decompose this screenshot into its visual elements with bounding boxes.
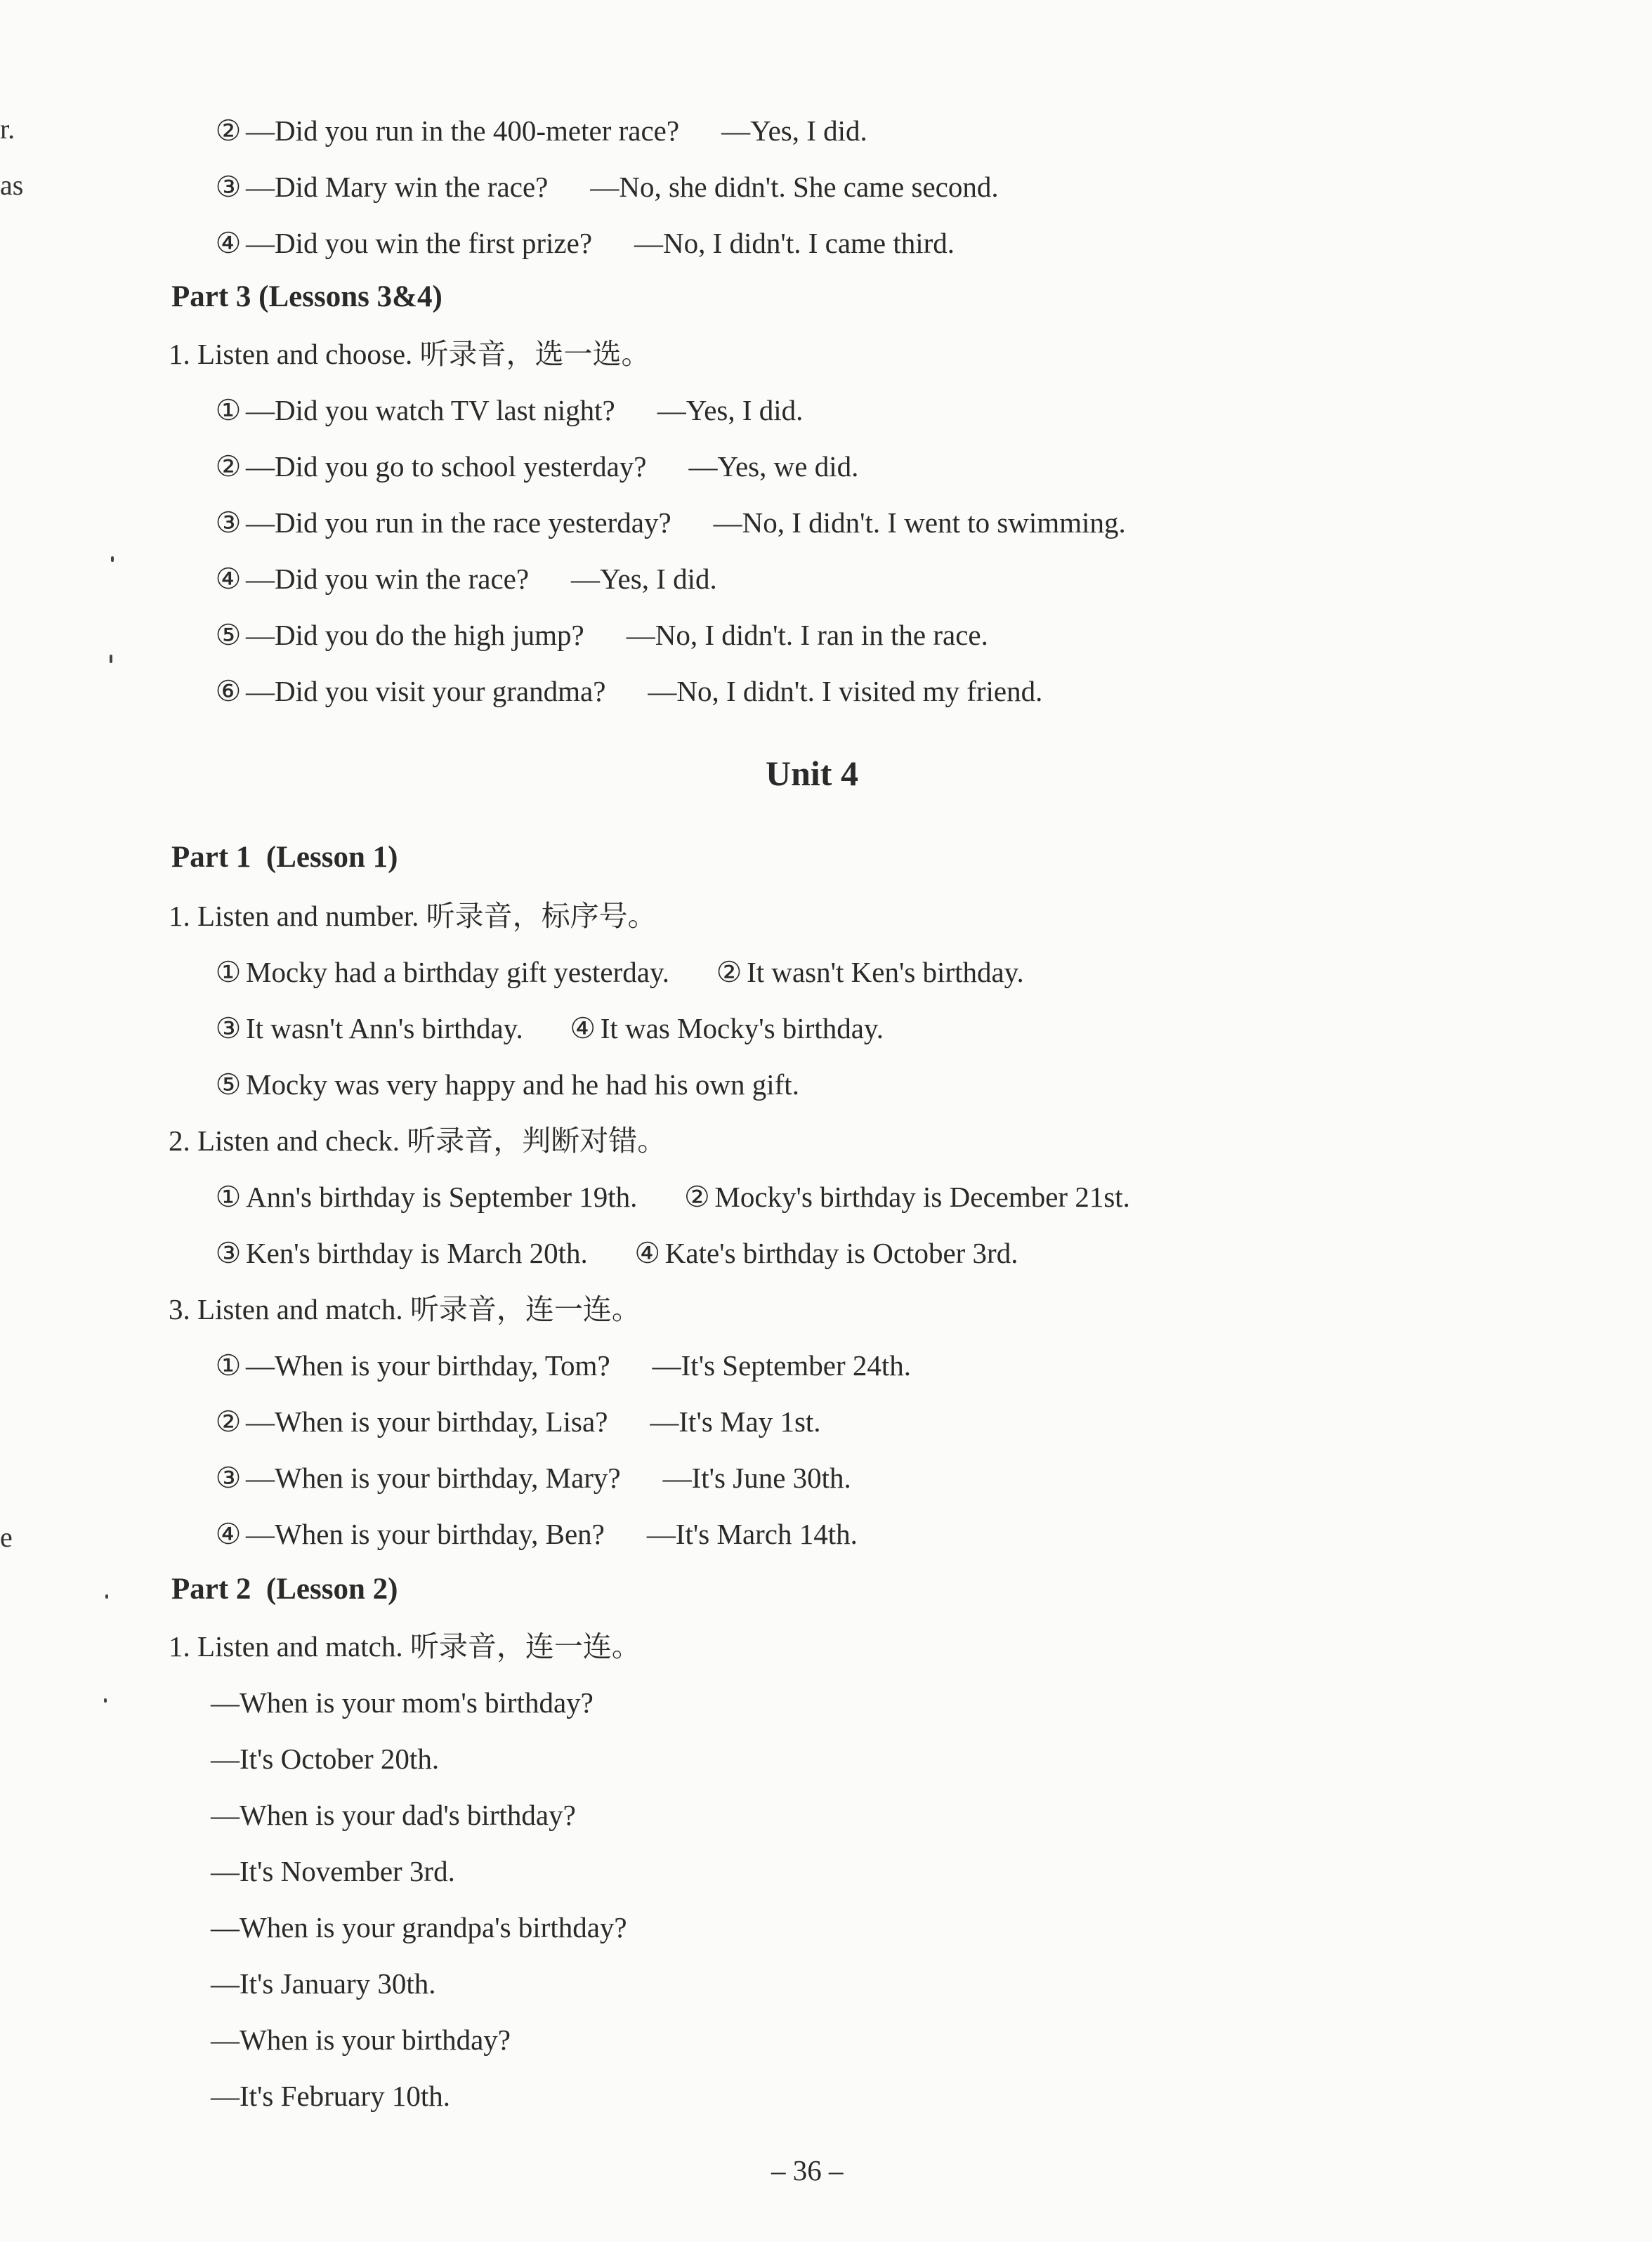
- numbered-sentence-row: ① Ann's birthday is September 19th. ② Mocky's birthday is December 21st.: [215, 1181, 1130, 1213]
- part-heading: Part 3 (Lessons 3&4): [171, 280, 442, 313]
- qa-line: ③ —Did Mary win the race? —No, she didn't. She came second.: [215, 171, 999, 203]
- qa-line: ③ —Did you run in the race yesterday? —No, I didn't. I went to swimming.: [215, 506, 1126, 539]
- qa-line: ⑥ —Did you visit your grandma? —No, I didn't. I visited my friend.: [215, 675, 1043, 707]
- margin-fragment: r.: [0, 113, 15, 145]
- dialogue-line: —When is your dad's birthday?: [211, 1799, 576, 1831]
- qa-line: ③ —When is your birthday, Mary? —It's June 30th.: [215, 1462, 851, 1494]
- qa-line: ④ —When is your birthday, Ben? —It's March 14th.: [215, 1518, 858, 1550]
- exercise-instruction: 1. Listen and choose. 听录音，选一选。: [169, 338, 650, 370]
- speck-mark: [111, 556, 114, 562]
- exercise-instruction: 2. Listen and check. 听录音，判断对错。: [169, 1125, 667, 1157]
- qa-line: ⑤ —Did you do the high jump? —No, I didn't. I ran in the race.: [215, 619, 988, 651]
- qa-line: ② —When is your birthday, Lisa? —It's May 1st.: [215, 1405, 821, 1438]
- speck-mark: [110, 655, 112, 663]
- qa-line: ② —Did you go to school yesterday? —Yes, we did.: [215, 450, 859, 483]
- margin-fragment: e: [0, 1521, 13, 1553]
- dialogue-line: —It's January 30th.: [211, 1967, 436, 2000]
- numbered-sentence-row: ③ Ken's birthday is March 20th. ④ Kate's birthday is October 3rd.: [215, 1237, 1018, 1269]
- margin-fragment: as: [0, 169, 24, 201]
- qa-line: ④ —Did you win the first prize? —No, I didn't. I came third.: [215, 227, 955, 259]
- page-number: – 36 –: [771, 2154, 844, 2187]
- qa-line: ④ —Did you win the race? —Yes, I did.: [215, 563, 717, 595]
- numbered-sentence-row: ① Mocky had a birthday gift yesterday. ② It wasn't Ken's birthday.: [215, 956, 1024, 988]
- dialogue-line: —It's October 20th.: [211, 1743, 440, 1775]
- part-heading: Part 1 (Lesson 1): [171, 841, 398, 874]
- unit-title: Unit 4: [766, 754, 858, 793]
- exercise-instruction: 1. Listen and match. 听录音，连一连。: [169, 1630, 641, 1663]
- qa-line: ① —Did you watch TV last night? —Yes, I did.: [215, 394, 804, 426]
- numbered-sentence-row: ⑤ Mocky was very happy and he had his own gift.: [215, 1068, 799, 1101]
- dialogue-line: —When is your birthday?: [211, 2024, 511, 2056]
- dialogue-line: —It's February 10th.: [211, 2080, 451, 2112]
- exercise-instruction: 1. Listen and number. 听录音，标序号。: [169, 900, 657, 932]
- numbered-sentence-row: ③ It wasn't Ann's birthday. ④ It was Mocky's birthday.: [215, 1012, 884, 1044]
- exercise-instruction: 3. Listen and match. 听录音，连一连。: [169, 1293, 641, 1325]
- speck-mark: [105, 1594, 108, 1599]
- qa-line: ② —Did you run in the 400-meter race? —Yes, I did.: [215, 114, 867, 147]
- dialogue-line: —When is your grandpa's birthday?: [211, 1911, 627, 1943]
- speck-mark: [104, 1698, 107, 1703]
- dialogue-line: —When is your mom's birthday?: [211, 1686, 594, 1719]
- dialogue-line: —It's November 3rd.: [211, 1855, 455, 1887]
- qa-line: ① —When is your birthday, Tom? —It's September 24th.: [215, 1349, 912, 1382]
- part-heading: Part 2 (Lesson 2): [171, 1573, 398, 1606]
